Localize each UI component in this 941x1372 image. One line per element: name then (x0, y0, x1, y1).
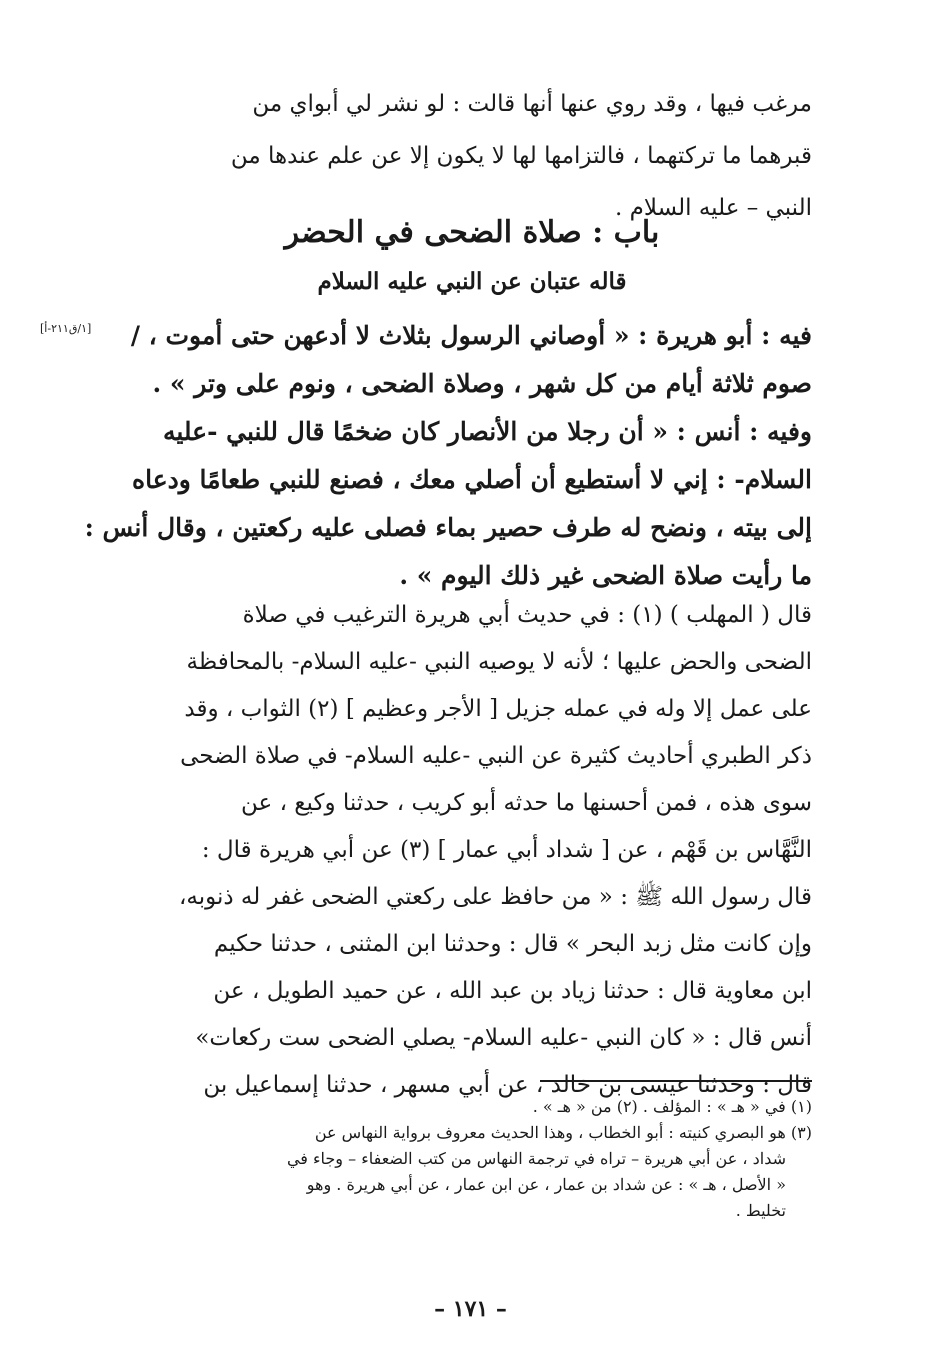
text-line: قال : وحدثنا عيسى بن خالد ، عن أبي مسهر ، حدثنا إسماعيل بن (203, 1072, 812, 1098)
hadith-text (84, 312, 812, 600)
text-line: على عمل إلا وله في عمله جزيل [ الأجر وعظيم ] (٢) الثواب ، وقد (184, 696, 812, 722)
footnote-line: (٣) هو البصري كنيته : أبو الخطاب ، وهذا الحديث معروف برواية النهاس عن (314, 1123, 812, 1142)
footnote-divider (540, 1080, 812, 1082)
page-number: – ١٧١ – (434, 1296, 507, 1322)
text-line: أنس قال : « كان النبي -عليه السلام- يصلي الضحى ست ركعات» (195, 1025, 812, 1051)
chapter-title: باب : صلاة الضحى في الحضر (284, 215, 660, 250)
footnote-line: شداد ، عن أبي هريرة – تراه في ترجمة النهاس من كتب الضعفاء – وجاء في (286, 1149, 786, 1168)
text-line: النَّهَّاس بن قَهْم ، عن [ شداد أبي عمار ] (٣) عن أبي هريرة قال : (201, 837, 812, 863)
manuscript-folio-reference: [١/ق٢١١-أ] (40, 322, 92, 335)
text-line: ذكر الطبري أحاديث كثيرة عن النبي -عليه السلام- في صلاة الضحى (180, 743, 812, 769)
text-line: قال ( المهلب ) (١) : في حديث أبي هريرة الترغيب في صلاة (242, 602, 812, 628)
footnote-line: (١) في « هـ » : المؤلف . (٢) من « هـ » . (532, 1097, 812, 1116)
text-line: النبي – عليه السلام . (615, 195, 812, 221)
text-line: ابن معاوية قال : حدثنا زياد بن عبد الله ، عن حميد الطويل ، عن (213, 978, 812, 1004)
text-line: وإن كانت مثل زبد البحر » قال : وحدثنا ابن المثنى ، حدثنا حكيم (213, 931, 812, 957)
commentary-paragraph (132, 592, 812, 1109)
footnote-line: تخليط . (735, 1201, 786, 1220)
text-line: وفيه : أنس : « أن رجلا من الأنصار كان ضخمًا قال للنبي -عليه (162, 417, 812, 446)
text-line: صوم ثلاثة أيام من كل شهر ، وصلاة الضحى ، ونوم على وتر » . (152, 369, 812, 398)
chapter-subtitle: قاله عتبان عن النبي عليه السلام (317, 268, 627, 295)
footnotes (132, 1094, 812, 1224)
text-line: ما رأيت صلاة الضحى غير ذلك اليوم » . (399, 561, 812, 590)
text-line: إلى بيته ، ونضح له طرف حصير بماء فصلى عليه ركعتين ، وقال أنس : (84, 513, 812, 542)
footnote-line: « الأصل ، هـ » : عن شداد بن عمار ، عن ابن عمار ، عن أبي هريرة . وهو (306, 1175, 786, 1194)
intro-paragraph (132, 78, 812, 234)
text-line: السلام- : إني لا أستطيع أن أصلي معك ، فصنع للنبي طعامًا ودعاه (131, 465, 812, 494)
text-line: قبرهما ما تركتهما ، فالتزامها لها لا يكون إلا عن علم عندها من (230, 143, 812, 169)
text-line: فيه : أبو هريرة : « أوصاني الرسول بثلاث لا أدعهن حتى أموت ، / (130, 321, 812, 350)
text-line: سوى هذه ، فمن أحسنها ما حدثه أبو كريب ، حدثنا وكيع ، عن (241, 790, 812, 816)
text-line: مرغب فيها ، وقد روي عنها أنها قالت : لو نشر لي أبواي من (252, 91, 812, 117)
text-line: الضحى والحض عليها ؛ لأنه لا يوصيه النبي -عليه السلام- بالمحافظة (186, 649, 812, 675)
text-line: قال رسول الله ﷺ : « من حافظ على ركعتي الضحى غفر له ذنوبه، (178, 884, 812, 910)
